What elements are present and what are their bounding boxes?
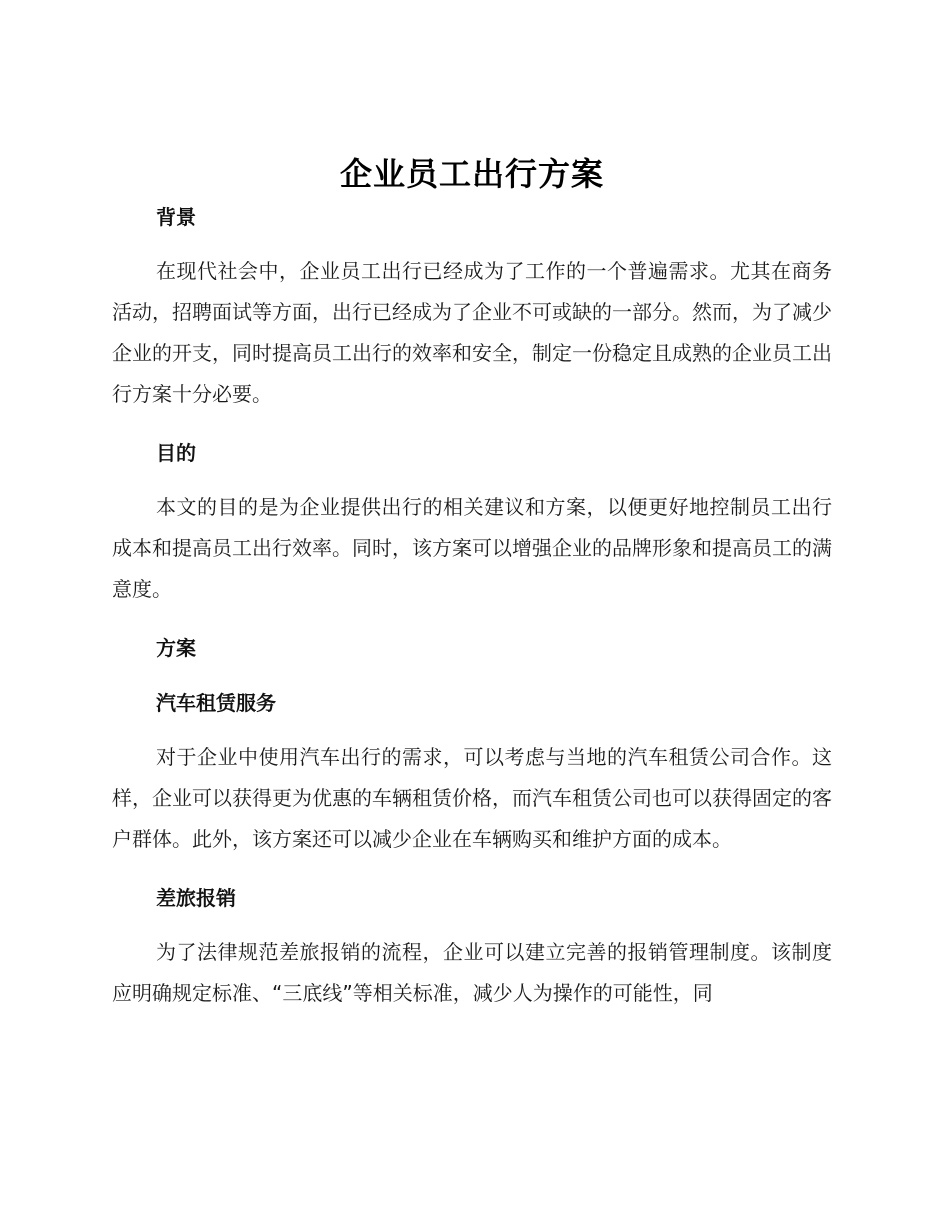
document-title: 企业员工出行方案 — [339, 155, 604, 193]
section-heading-car-rental: 汽车租赁服务 — [156, 691, 276, 715]
section-heading-purpose: 目的 — [156, 441, 196, 465]
section-heading-background: 背景 — [156, 205, 196, 229]
paragraph-purpose: 本文的目的是为企业提供出行的相关建议和方案，以便更好地控制员工出行成本和提高员工出行效率。同时，该方案可以增强企业的品牌形象和提高员工的满意度。 — [112, 495, 832, 601]
paragraph-background: 在现代社会中，企业员工出行已经成为了工作的一个普遍需求。尤其在商务活动，招聘面试等方面，出行已经成为了企业不可或缺的一部分。然而，为了减少企业的开支，同时提高员工出行的效率和安全，制定一份稳定且成熟的企业员工出行方案十分必要。 — [112, 259, 832, 406]
paragraph-car-rental: 对于企业中使用汽车出行的需求，可以考虑与当地的汽车租赁公司合作。这样，企业可以获得更为优惠的车辆租赁价格，而汽车租赁公司也可以获得固定的客户群体。此外，该方案还可以减少企业在车辆购买和维护方面的成本。 — [112, 745, 832, 851]
section-heading-travel-reimbursement: 差旅报销 — [156, 886, 236, 910]
section-heading-plan: 方案 — [156, 636, 196, 660]
paragraph-travel-reimbursement: 为了法律规范差旅报销的流程，企业可以建立完善的报销管理制度。该制度应明确规定标准、“三底线”等相关标准，减少人为操作的可能性，同 — [112, 940, 832, 1005]
document-body — [112, 148, 832, 1014]
